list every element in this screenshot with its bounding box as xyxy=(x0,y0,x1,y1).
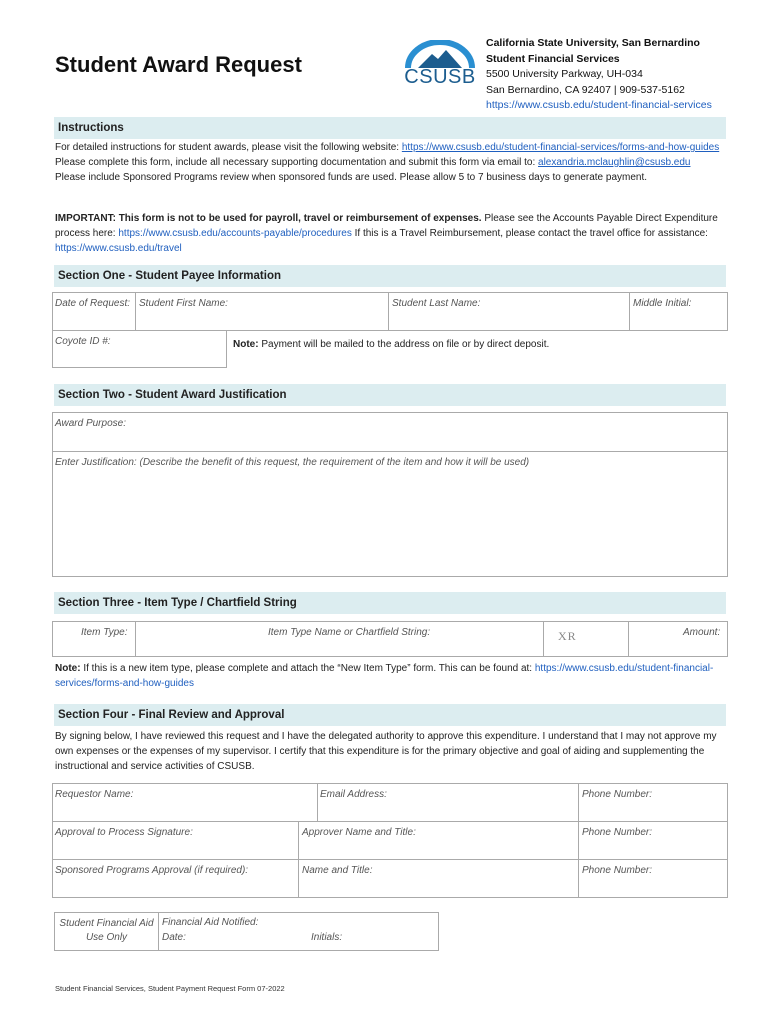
instructions-paragraph-1 xyxy=(55,140,723,185)
requestor-phone-field[interactable] xyxy=(578,783,728,822)
sponsored-approval-label: Sponsored Programs Approval (if required): xyxy=(55,865,249,876)
forms-link[interactable]: https://www.csusb.edu/student-financial-services/forms-and-how-guides xyxy=(401,142,720,153)
footer-text: Student Financial Services, Student Payment Request Form 07-2022 xyxy=(55,984,285,993)
address-line-1: 5500 University Parkway, UH-034 xyxy=(486,68,643,80)
item-type-label: Item Type: xyxy=(81,627,128,638)
section-three-heading: Section Three - Item Type / Chartfield String xyxy=(54,592,726,614)
instructions-heading: Instructions xyxy=(54,117,726,139)
instructions-text: If this is a Travel Reimbursement, please contact the travel office for assistance: xyxy=(354,228,708,239)
xr-field[interactable] xyxy=(543,621,629,657)
dept-name: Student Financial Services xyxy=(486,52,620,65)
note-label: Note: xyxy=(55,663,81,674)
xr-value: XR xyxy=(558,629,577,643)
page-title: Student Award Request xyxy=(55,52,302,77)
section-two-heading: Section Two - Student Award Justification xyxy=(54,384,726,406)
requestor-label: Requestor Name: xyxy=(55,789,134,800)
approval-signature-field[interactable] xyxy=(52,821,299,860)
phone-label: Phone Number: xyxy=(582,827,653,838)
approver-phone-field[interactable] xyxy=(578,821,728,860)
certification-paragraph: By signing below, I have reviewed this request and I have the delegated authority to approve this expenditure. I understand that I may not approve my own expenses or the expenses of my supervisor. I certify that this expenditure is for the primary objective and goal of aiding and supplementing the instructional and service activities of CSUSB. xyxy=(55,731,717,772)
instructions-text: Please complete this form, include all necessary supporting documentation and submit this form via email to: xyxy=(55,157,536,168)
phone-label: Phone Number: xyxy=(582,789,653,800)
item-type-name-field[interactable] xyxy=(135,621,544,657)
middle-initial-field[interactable] xyxy=(629,292,728,331)
address-line-2: San Bernardino, CA 92407 | 909-537-5162 xyxy=(486,83,685,96)
item-type-note xyxy=(55,661,723,691)
header-address xyxy=(486,36,712,114)
accounts-payable-link[interactable]: https://www.csusb.edu/accounts-payable/procedures xyxy=(118,228,352,239)
award-purpose-label: Award Purpose: xyxy=(55,418,126,429)
approver-name-field[interactable] xyxy=(298,821,579,860)
requestor-name-field[interactable] xyxy=(52,783,318,822)
date-label: Date of Request: xyxy=(55,298,131,309)
instructions-text: Please include Sponsored Programs review when sponsored funds are used. Please allow 5 to 7 business days to generate payment. xyxy=(55,172,648,183)
item-type-name-label: Item Type Name or Chartfield String: xyxy=(268,627,431,638)
new-item-type-link[interactable]: https://www.csusb.edu/student-financial-services/forms-and-how-guides xyxy=(55,663,714,689)
date-label: Date: xyxy=(162,932,186,943)
office-use-line-2: Use Only xyxy=(85,932,128,943)
financial-aid-notified-field[interactable] xyxy=(158,912,439,951)
award-purpose-field[interactable] xyxy=(52,412,728,452)
sponsored-approval-field[interactable] xyxy=(52,859,299,898)
last-name-field[interactable] xyxy=(388,292,630,331)
approval-signature-label: Approval to Process Signature: xyxy=(55,827,193,838)
first-name-label: Student First Name: xyxy=(139,298,228,309)
sponsored-phone-field[interactable] xyxy=(578,859,728,898)
email-address-field[interactable] xyxy=(317,783,579,822)
csusb-logo xyxy=(404,40,476,92)
name-title-label: Name and Title: xyxy=(302,865,373,876)
middle-initial-label: Middle Initial: xyxy=(633,298,692,309)
last-name-label: Student Last Name: xyxy=(392,298,481,309)
important-text: IMPORTANT: This form is not to be used for payroll, travel or reimbursement of expenses. xyxy=(55,213,482,224)
payment-note xyxy=(233,339,549,350)
phone-label: Phone Number: xyxy=(582,865,653,876)
approver-name-label: Approver Name and Title: xyxy=(302,827,416,838)
justification-field[interactable] xyxy=(52,451,728,577)
office-use-label-box xyxy=(54,912,159,951)
justification-label: Enter Justification: (Describe the benefit of this request, the requirement of the item and how it will be used) xyxy=(55,457,530,468)
email-label: Email Address: xyxy=(320,789,387,800)
instructions-text: Please see the Accounts Payable Direct Expenditure process here: xyxy=(55,213,718,239)
item-type-field[interactable] xyxy=(52,621,136,657)
instructions-text: For detailed instructions for student awards, please visit the following website: xyxy=(55,142,400,153)
instructions-paragraph-2 xyxy=(55,211,723,256)
travel-link[interactable]: https://www.csusb.edu/travel xyxy=(55,243,182,254)
section-one-heading: Section One - Student Payee Information xyxy=(54,265,726,287)
website-link[interactable]: https://www.csusb.edu/student-financial-services xyxy=(486,99,712,111)
email-link[interactable]: alexandria.mclaughlin@csusb.edu xyxy=(538,157,691,168)
coyote-id-label: Coyote ID #: xyxy=(55,336,111,347)
date-of-request-field[interactable] xyxy=(52,292,136,331)
section-four-heading: Section Four - Final Review and Approval xyxy=(54,704,726,726)
office-use-label xyxy=(55,917,158,945)
amount-label: Amount: xyxy=(683,627,721,638)
coyote-id-field[interactable] xyxy=(52,330,227,368)
first-name-field[interactable] xyxy=(135,292,389,331)
notified-label: Financial Aid Notified: xyxy=(162,917,259,928)
amount-field[interactable] xyxy=(628,621,728,657)
note-text: If this is a new item type, please complete and attach the “New Item Type” form. This can be found at: xyxy=(83,663,533,674)
office-use-line-1: Student Financial Aid xyxy=(59,918,154,929)
note-text: Payment will be mailed to the address on file or by direct deposit. xyxy=(261,339,550,350)
logo-text: CSUSB xyxy=(404,66,476,88)
note-label: Note: xyxy=(233,339,259,350)
org-name: California State University, San Bernardino xyxy=(486,37,700,49)
initials-label: Initials: xyxy=(311,932,343,943)
sponsored-name-field[interactable] xyxy=(298,859,579,898)
